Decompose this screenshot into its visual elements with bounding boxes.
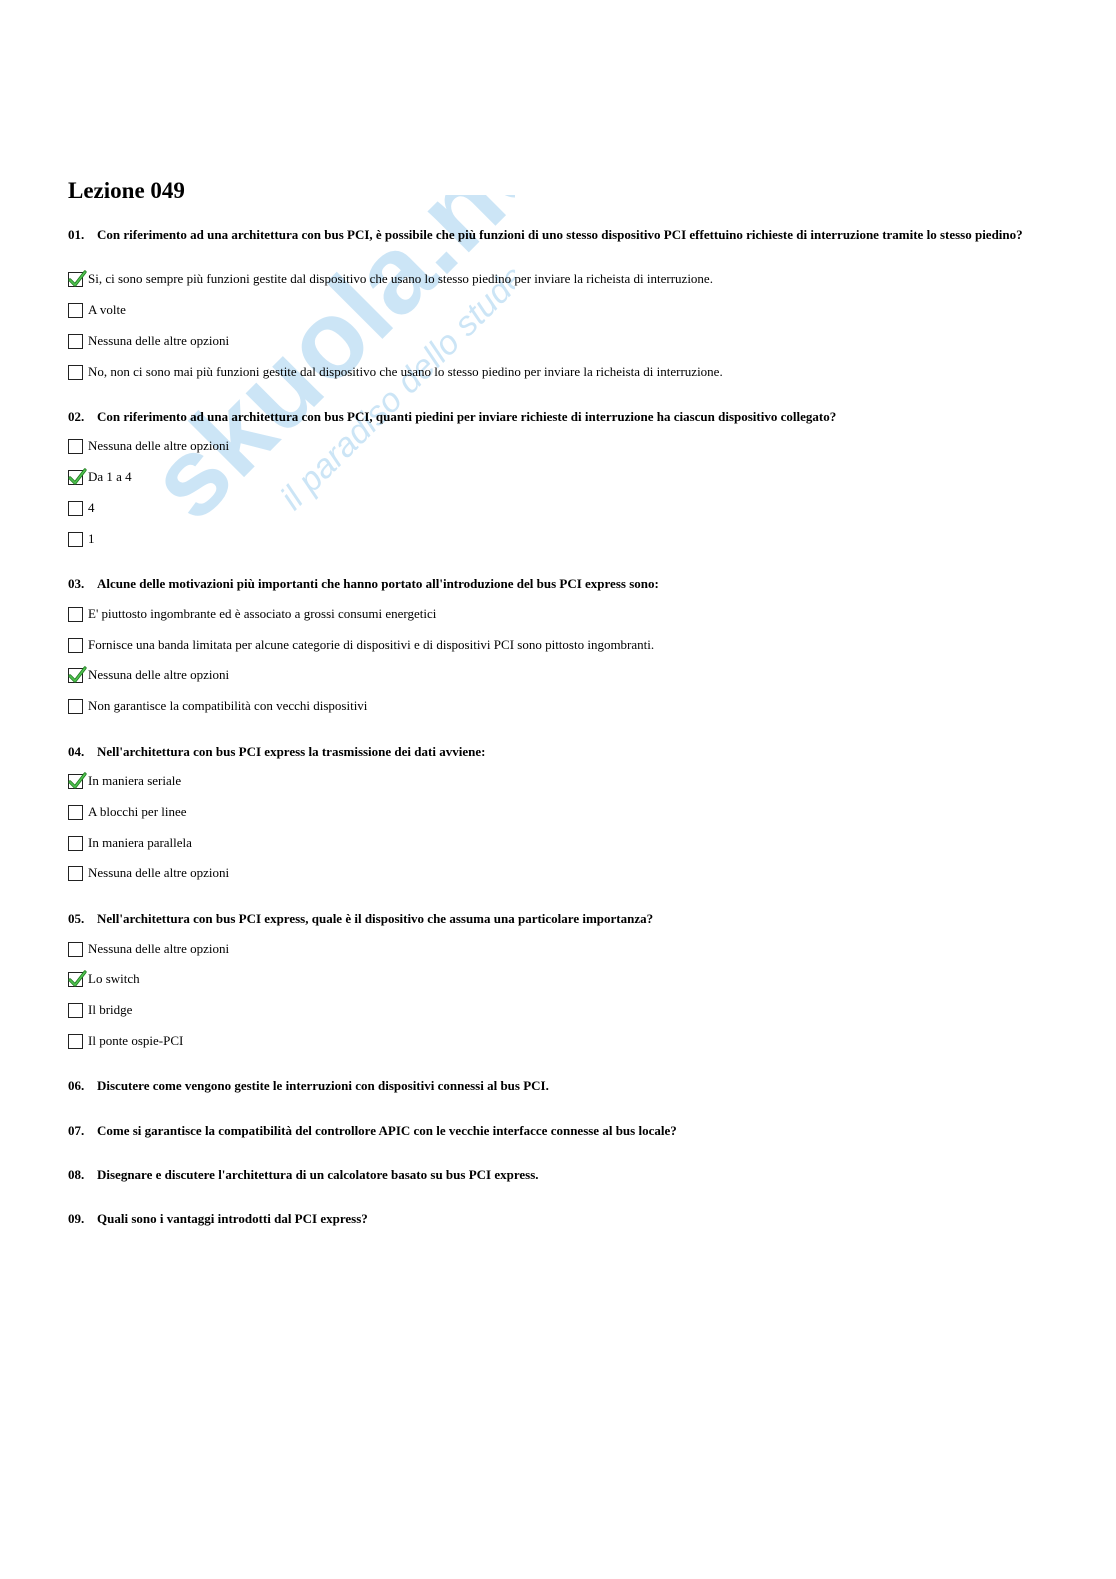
question-3 — [68, 576, 1043, 591]
option-text: Nessuna delle altre opzioni — [88, 865, 230, 880]
question-9 — [68, 1211, 1043, 1226]
option-5-2[interactable] — [68, 970, 140, 988]
option-1-2[interactable] — [68, 301, 126, 319]
option-text: Nessuna delle altre opzioni — [88, 667, 230, 682]
option-4-3[interactable] — [68, 834, 192, 852]
option-text: Nessuna delle altre opzioni — [88, 941, 230, 956]
checkbox[interactable] — [68, 1003, 83, 1018]
checkbox[interactable] — [68, 1034, 83, 1049]
option-4-4[interactable] — [68, 864, 229, 882]
question-1 — [68, 227, 1043, 242]
question-number: 05. — [68, 911, 85, 926]
option-3-4[interactable] — [68, 697, 367, 715]
option-text: Fornisce una banda limitata per alcune categorie di dispositivi e di dispositivi PCI sono pittosto ingombranti. — [88, 637, 655, 652]
checkbox[interactable] — [68, 532, 83, 547]
checkmark-icon — [68, 665, 87, 685]
question-number: 06. — [68, 1078, 85, 1093]
question-number: 03. — [68, 576, 85, 591]
option-text: No, non ci sono mai più funzioni gestite dal dispositivo che usano lo stesso piedino per inviare la richeista di interruzione. — [88, 364, 723, 379]
checkbox[interactable] — [68, 668, 83, 683]
option-2-2[interactable] — [68, 468, 132, 486]
checkbox[interactable] — [68, 805, 83, 820]
option-2-4[interactable] — [68, 530, 95, 548]
watermark-logo — [95, 195, 515, 595]
option-text: E' piuttosto ingombrante ed è associato a grossi consumi energetici — [88, 606, 437, 621]
checkbox[interactable] — [68, 334, 83, 349]
option-2-1[interactable] — [68, 437, 229, 455]
question-text: Disegnare e discutere l'architettura di un calcolatore basato su bus PCI express. — [97, 1167, 539, 1182]
question-text: Alcune delle motivazioni più importanti che hanno portato all'introduzione del bus PCI express sono: — [97, 576, 659, 591]
checkbox[interactable] — [68, 942, 83, 957]
question-number: 04. — [68, 744, 85, 759]
checkmark-icon — [68, 969, 87, 989]
option-text: In maniera parallela — [88, 835, 192, 850]
question-text: Discutere come vengono gestite le interruzioni con dispositivi connessi al bus PCI. — [97, 1078, 549, 1093]
question-5 — [68, 911, 1043, 926]
question-text: Con riferimento ad una architettura con bus PCI, quanti piedini per inviare richieste di interruzione ha ciascun dispositivo collegato? — [97, 409, 837, 424]
checkbox[interactable] — [68, 607, 83, 622]
option-text: In maniera seriale — [88, 773, 182, 788]
option-text: Lo switch — [88, 971, 140, 986]
question-text: Con riferimento ad una architettura con bus PCI, è possibile che più funzioni di uno stesso dispositivo PCI effettuino richieste di interruzione tramite lo stesso piedino? — [97, 227, 1023, 242]
question-8 — [68, 1167, 1043, 1182]
option-text: Nessuna delle altre opzioni — [88, 333, 230, 348]
option-text: Il bridge — [88, 1002, 133, 1017]
question-text: Nell'architettura con bus PCI express la trasmissione dei dati avviene: — [97, 744, 486, 759]
checkbox[interactable] — [68, 972, 83, 987]
option-1-3[interactable] — [68, 332, 229, 350]
option-text: 4 — [88, 500, 95, 515]
option-text: Si, ci sono sempre più funzioni gestite dal dispositivo che usano lo stesso piedino per inviare la richeista di interruzione. — [88, 271, 713, 286]
option-4-1[interactable] — [68, 772, 181, 790]
page-title: Lezione 049 — [68, 178, 185, 203]
checkbox[interactable] — [68, 501, 83, 516]
checkbox[interactable] — [68, 365, 83, 380]
checkbox[interactable] — [68, 836, 83, 851]
option-text: Nessuna delle altre opzioni — [88, 438, 230, 453]
option-5-1[interactable] — [68, 940, 229, 958]
question-number: 07. — [68, 1123, 85, 1138]
option-5-3[interactable] — [68, 1001, 132, 1019]
question-7 — [68, 1123, 1043, 1138]
checkbox[interactable] — [68, 774, 83, 789]
checkbox[interactable] — [68, 470, 83, 485]
question-2 — [68, 409, 1043, 424]
option-5-4[interactable] — [68, 1032, 183, 1050]
checkbox[interactable] — [68, 866, 83, 881]
checkmark-icon — [68, 771, 87, 791]
option-text: Da 1 a 4 — [88, 469, 132, 484]
question-number: 09. — [68, 1211, 85, 1226]
checkbox[interactable] — [68, 699, 83, 714]
checkmark-icon — [68, 467, 87, 487]
checkbox[interactable] — [68, 303, 83, 318]
question-4 — [68, 744, 1043, 759]
option-text: Il ponte ospie-PCI — [88, 1033, 184, 1048]
option-1-4[interactable] — [68, 363, 723, 381]
option-2-3[interactable] — [68, 499, 95, 517]
checkmark-icon — [68, 269, 87, 289]
question-number: 02. — [68, 409, 85, 424]
question-text: Quali sono i vantaggi introdotti dal PCI express? — [97, 1211, 368, 1226]
checkbox[interactable] — [68, 638, 83, 653]
watermark-sub-text: il paradiso dello studente — [273, 224, 515, 518]
option-3-1[interactable] — [68, 605, 436, 623]
option-1-1[interactable] — [68, 270, 713, 288]
option-text: A blocchi per linee — [88, 804, 187, 819]
option-3-3[interactable] — [68, 666, 229, 684]
checkbox[interactable] — [68, 272, 83, 287]
checkbox[interactable] — [68, 439, 83, 454]
question-text: Nell'architettura con bus PCI express, quale è il dispositivo che assuma una particolare importanza? — [97, 911, 654, 926]
option-4-2[interactable] — [68, 803, 187, 821]
option-text: A volte — [88, 302, 126, 317]
option-text: Non garantisce la compatibilità con vecchi dispositivi — [88, 698, 368, 713]
option-text: 1 — [88, 531, 95, 546]
question-6 — [68, 1078, 1043, 1093]
question-number: 08. — [68, 1167, 85, 1182]
option-3-2[interactable] — [68, 636, 654, 654]
question-number: 01. — [68, 227, 85, 242]
watermark-main-text: skuola.net — [125, 195, 515, 543]
question-text: Come si garantisce la compatibilità del controllore APIC con le vecchie interfacce connesse al bus locale? — [97, 1123, 677, 1138]
